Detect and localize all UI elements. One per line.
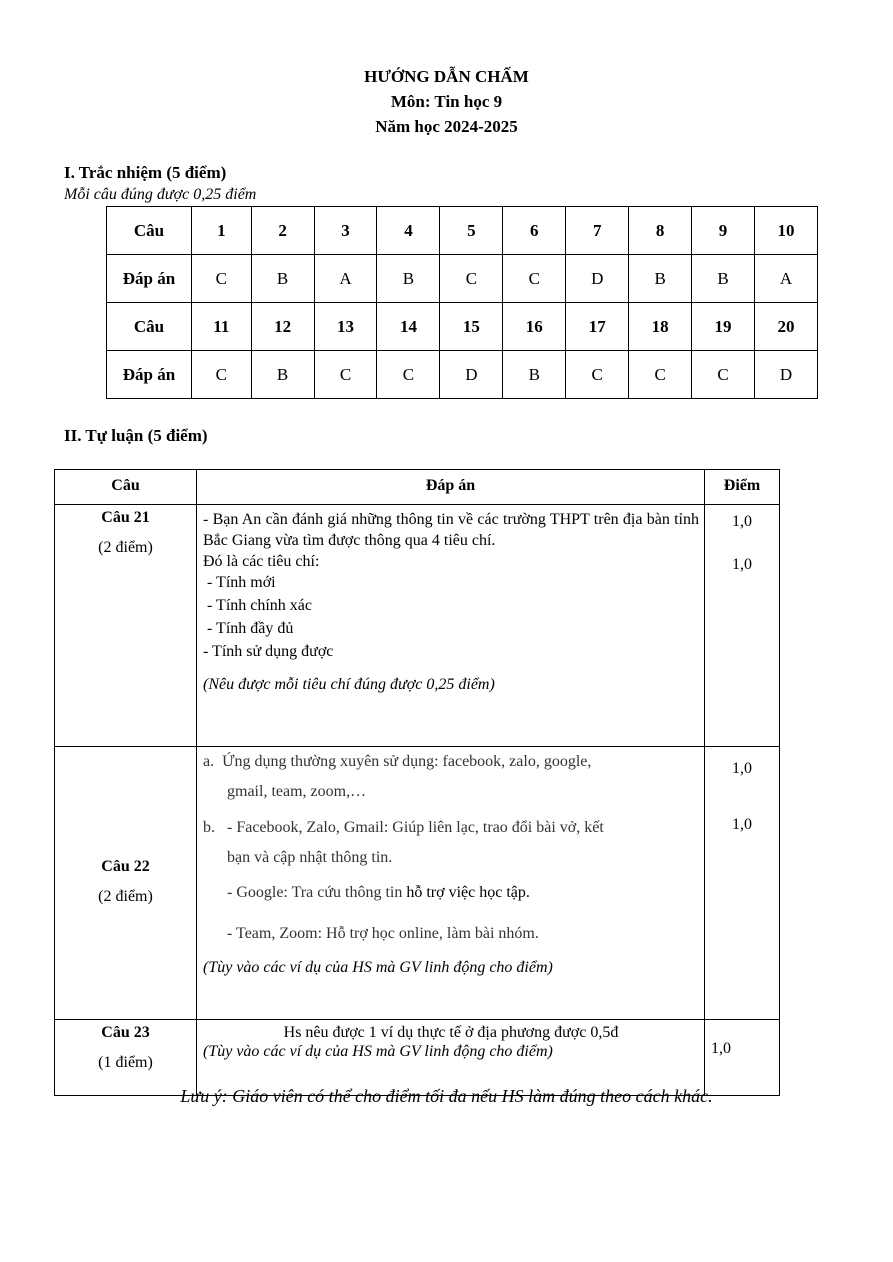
- q21-score: 1,0: [732, 513, 752, 530]
- question-number: 6: [503, 207, 566, 255]
- answer-value: C: [692, 351, 755, 399]
- question-number: 1: [192, 207, 252, 255]
- answer-value: D: [566, 255, 629, 303]
- answer-value: B: [503, 351, 566, 399]
- q23-line1: Hs nêu được 1 ví dụ thực tế ở địa phương được 0,5đ: [283, 1024, 619, 1041]
- header-answer: Đáp án: [197, 470, 705, 505]
- answer-value: C: [192, 255, 252, 303]
- part1-note: Mỗi câu đúng được 0,25 điểm: [64, 186, 257, 203]
- question-number: 19: [692, 303, 755, 351]
- q21-score: 1,0: [732, 556, 752, 573]
- header-points: Điểm: [705, 470, 780, 505]
- answer-value: B: [377, 255, 440, 303]
- answer-label: Đáp án: [107, 255, 192, 303]
- answer-value: C: [314, 351, 377, 399]
- question-number: 17: [566, 303, 629, 351]
- answer-row: [107, 351, 818, 399]
- question-number: 14: [377, 303, 440, 351]
- essay-table: [54, 469, 780, 1096]
- question-row: [107, 303, 818, 351]
- answer-value: B: [251, 351, 314, 399]
- q21-criterion: - Tính mới: [203, 574, 276, 591]
- question-22-points: (2 điểm): [98, 888, 153, 905]
- q22-note: (Tùy vào các ví dụ của HS mà GV linh động cho điểm): [203, 959, 553, 976]
- question-row: [107, 207, 818, 255]
- doc-title: HƯỚNG DẪN CHẤM: [364, 67, 529, 86]
- question-number: 16: [503, 303, 566, 351]
- question-22-row: [55, 747, 780, 1020]
- question-number: 4: [377, 207, 440, 255]
- answer-row: [107, 255, 818, 303]
- question-number: 7: [566, 207, 629, 255]
- question-number: 3: [314, 207, 377, 255]
- question-number: 15: [440, 303, 503, 351]
- question-number: 12: [251, 303, 314, 351]
- answer-value: C: [440, 255, 503, 303]
- q22-a-line2: gmail, team, zoom,…: [227, 783, 367, 800]
- question-number: 13: [314, 303, 377, 351]
- part2-heading: II. Tự luận (5 điểm): [64, 426, 208, 445]
- question-number: 20: [755, 303, 818, 351]
- question-22-cell: [55, 747, 197, 1020]
- question-21-scores: [705, 505, 780, 747]
- q23-note: (Tùy vào các ví dụ của HS mà GV linh động cho điểm): [203, 1043, 553, 1060]
- answer-value: B: [692, 255, 755, 303]
- q21-note: (Nêu được mỗi tiêu chí đúng được 0,25 điểm): [203, 676, 495, 693]
- q22-score: 1,0: [732, 816, 752, 833]
- footer-note: Lưu ý: Giáo viên có thể cho điểm tối đa nếu HS làm đúng theo cách khác.: [180, 1086, 713, 1106]
- q22-b-line2: bạn và cập nhật thông tin.: [227, 849, 393, 866]
- q21-criterion: - Tính chính xác: [203, 597, 313, 614]
- question-22-scores: [705, 747, 780, 1020]
- q22-google-prefix: - Google: Tra cứu thông tin: [227, 884, 407, 901]
- answer-value: C: [377, 351, 440, 399]
- answer-label: Đáp án: [107, 351, 192, 399]
- q22-a-line1: a. Ứng dụng thường xuyên sử dụng: facebook, zalo, google,: [203, 753, 592, 770]
- answer-value: D: [755, 351, 818, 399]
- doc-subject: Môn: Tin học 9: [390, 92, 503, 111]
- answer-value: A: [314, 255, 377, 303]
- answer-value: B: [629, 255, 692, 303]
- q22-b-team: - Team, Zoom: Hỗ trợ học online, làm bài nhóm.: [227, 925, 539, 942]
- q23-score: 1,0: [711, 1040, 731, 1057]
- question-number: 10: [755, 207, 818, 255]
- question-23-cell: [55, 1020, 197, 1096]
- question-number: 11: [192, 303, 252, 351]
- answer-value: C: [566, 351, 629, 399]
- q22-b-google: [197, 873, 704, 913]
- question-21-answer: [197, 505, 705, 747]
- answer-value: A: [755, 255, 818, 303]
- question-23-score-cell: [705, 1020, 780, 1096]
- q22-google-suffix: hỗ trợ việc học tập.: [406, 884, 530, 901]
- question-number: 8: [629, 207, 692, 255]
- answer-value: C: [503, 255, 566, 303]
- question-label: Câu: [107, 303, 192, 351]
- question-23-row: [55, 1020, 780, 1096]
- doc-year: Năm học 2024-2025: [375, 117, 518, 136]
- question-21-points: (2 điểm): [98, 539, 153, 556]
- question-number: 9: [692, 207, 755, 255]
- answer-value: C: [192, 351, 252, 399]
- answer-value: D: [440, 351, 503, 399]
- question-22-label: Câu 22: [101, 858, 150, 875]
- essay-header-row: [55, 470, 780, 505]
- q22-b-line1: b. - Facebook, Zalo, Gmail: Giúp liên lạc, trao đổi bài vở, kết: [203, 819, 604, 836]
- question-21-row: [55, 505, 780, 747]
- question-21-cell: [55, 505, 197, 747]
- part1-heading: I. Trắc nhiệm (5 điểm): [64, 163, 227, 182]
- question-number: 2: [251, 207, 314, 255]
- answer-value: C: [629, 351, 692, 399]
- question-number: 18: [629, 303, 692, 351]
- question-21-label: Câu 21: [101, 509, 150, 526]
- q21-criterion: - Tính sử dụng được: [203, 643, 334, 660]
- q22-score: 1,0: [732, 760, 752, 777]
- q21-criterion: - Tính đầy đủ: [203, 620, 294, 637]
- question-number: 5: [440, 207, 503, 255]
- header-question: Câu: [55, 470, 197, 505]
- q21-lead: Đó là các tiêu chí:: [203, 553, 320, 570]
- question-23-answer: [197, 1020, 705, 1096]
- multiple-choice-table: [106, 206, 818, 399]
- question-label: Câu: [107, 207, 192, 255]
- answer-value: B: [251, 255, 314, 303]
- question-22-answer: [197, 747, 705, 1020]
- q21-intro: - Bạn An cần đánh giá những thông tin về các trường THPT trên địa bàn tỉnh Bắc Giang vừa tìm được thông qua 4 tiêu chí.: [203, 511, 699, 549]
- question-23-points: (1 điểm): [98, 1054, 153, 1071]
- question-23-label: Câu 23: [101, 1024, 150, 1041]
